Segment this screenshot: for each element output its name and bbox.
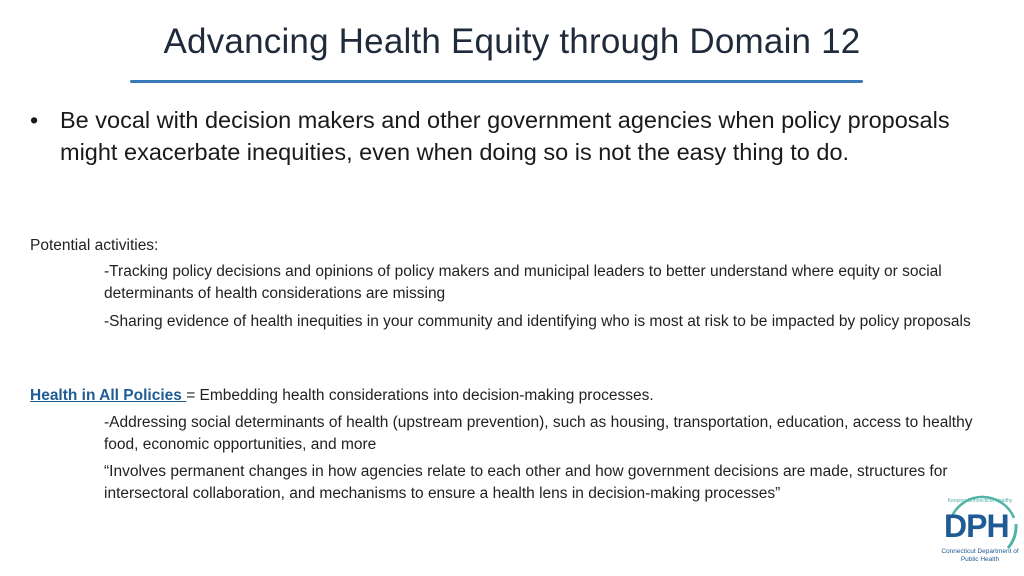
hiap-item-1: -Addressing social determinants of health (upstream prevention), such as housing, transportation, education, access to healthy food, economic opportunities, and more [104,414,973,453]
activity-item-1: -Tracking policy decisions and opinions of policy makers and municipal leaders to better understand where equity or social determinants of health considerations are missing [104,263,942,302]
dph-logo [938,490,1022,574]
logo-subtitle: Connecticut Department of Public Health [941,548,1019,563]
activity-item-2: -Sharing evidence of health inequities in your community and identifying who is most at risk to be impacted by policy proposals [104,313,971,330]
health-in-all-policies-link[interactable]: Health in All Policies [30,387,187,404]
bullet-text: Be vocal with decision makers and other government agencies when policy proposals might exacerbate inequities, even when doing so is not the easy thing to do. [60,107,950,165]
hiap-line [30,385,654,406]
hiap-definition: = Embedding health considerations into decision-making processes. [186,387,654,404]
potential-activities-label: Potential activities: [30,237,159,254]
slide-title: Advancing Health Equity through Domain 12 [163,22,861,61]
hiap-item-2: “Involves permanent changes in how agencies relate to each other and how government decisions are made, structures for intersectoral collaboration, and mechanisms to ensure a health lens in decision-making processes” [104,463,948,502]
bullet-marker: • [30,107,39,133]
main-bullet [30,104,990,168]
title-underline [130,80,863,83]
logo-tagline: Keeping Connecticut Healthy [947,498,1013,504]
logo-letters: DPH [944,508,1009,544]
